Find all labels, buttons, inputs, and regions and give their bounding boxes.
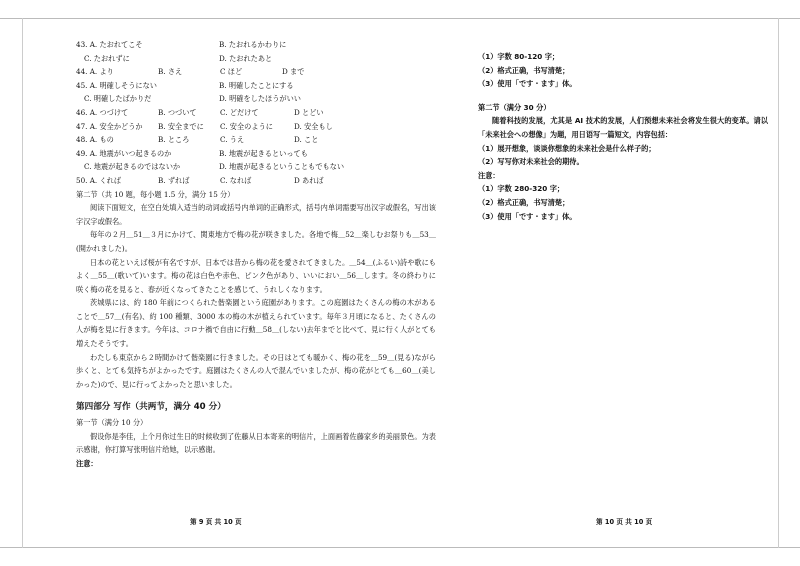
choice-row-44 [76,65,436,79]
choice-b: B. ところ [158,135,190,145]
passage-paragraph-2: 日本の花といえば桜が有名ですが、日本では昔から梅の花を愛されてきました。＿54＿(ふるい)詩や歌にもよく＿55＿(歌いて)います。梅の花は白色や赤色、ピンク色があり、いいにおい＿56＿します。冬の終わりに咲く梅の花を見ると、春が近くなってきたことを感じて、うれしくなります。 [76,257,436,294]
section2-prompt: 随着科技的发展，尤其是 AI 技术的发展，人们预想未来社会将发生很大的变革。请以「未来社会への想像」为题，用日语写一篇短文，内容包括： [478,116,768,139]
choice-row-49 [76,147,436,161]
choice-a: 43. A. たおれてこそ [76,40,143,49]
content-item-2: （2）写写你对未来社会的期待。 [478,157,584,167]
choice-b: B. 地震が起きるといっても [219,148,308,158]
part4-title: 第四部分 写作（共两节，满分 40 分） [76,402,226,413]
choice-d: D. 安全もし [294,121,333,131]
choice-d: D まで [282,67,305,77]
choice-row-50 [76,174,436,188]
choice-row-49b [76,160,436,174]
choice-d: D. 地震が起きるということもでもない [219,162,345,172]
notes-label: 注意： [478,170,500,180]
choice-row-45b [76,92,436,106]
choice-b: B. たおれるかわりに [219,40,287,49]
right-margin-line [778,18,779,548]
sheet-top-edge [0,18,800,19]
choice-row-43 [76,38,436,52]
note-item-2: （2）格式正确，书写清楚； [478,197,570,207]
choice-a: 49. A. 地震がいつ起きるのか [76,148,172,158]
passage-paragraph-4: わたしも東京から２時間かけて偕楽園に行きました。その日はとても暖かく、梅の花を＿59＿(見る)ながら歩くと、とても気持ちがよかったです。庭園はたくさんの人で混んでいましたが、梅の花がとても＿60＿(美しかった)ので、見に行ってよかったと思いました。 [76,352,436,389]
note-item-3: （3）使用「です・ます」体。 [478,79,577,89]
note-item-1: （1）字数 280-320 字； [478,184,565,194]
choice-c: C. たおれずに [84,53,130,63]
choice-row-45 [76,79,436,93]
choice-c: C. 安全のように [220,121,273,131]
sheet-bottom-edge [0,547,800,548]
part2-header: 第二节（共 10 题，每小题 1.5 分，满分 15 分） [76,189,235,199]
right-page [478,50,768,223]
choice-a: 48. A. もの [76,135,114,145]
choice-c: C. どだけて [220,107,259,117]
notes-label: 注意： [76,458,98,468]
choice-c: C ほど [220,67,243,77]
choice-row-46 [76,106,436,120]
passage-paragraph-3: 茨城県には、約 180 年前につくられた偕楽園という庭園があります。この庭園はたくさんの梅の木があることで＿57＿(有名)、約 100 種類、3000 本の梅の木が植えられています。毎年３月頃になると、たくさんの人が梅を見に行きます。今年は、コロナ禍で自由に行動＿58＿(しない)去年までと比べて、見に行く人がとても増えたそうです。 [76,298,436,349]
choice-b: B. 安全までに [158,121,204,131]
choice-d: D. 明確をしたほうがいい [219,94,301,104]
note-item-2: （2）格式正确，书写清楚； [478,65,570,75]
choice-c: C. 明確したばかりだ [84,94,152,104]
choice-b: B. さえ [158,67,183,77]
choice-row-43b [76,52,436,66]
choice-c: C. うえ [220,135,245,145]
choice-c: C. 地震が起きるのではないか [84,162,181,172]
choice-a: 44. A. より [76,67,114,77]
page-number-right: 第 10 页 共 10 页 [596,518,653,526]
left-page [76,38,436,470]
choice-list [76,38,436,188]
note-item-1: （1）字数 80-120 字； [478,52,560,61]
choice-b: B. ずれば [158,175,190,185]
note-item-3: （3）使用「です・ます」体。 [478,211,577,221]
page-number-left: 第 9 页 共 10 页 [190,518,242,526]
section1-header: 第一节（满分 10 分） [76,418,148,428]
choice-c: C. なれば [220,175,252,185]
choice-row-48 [76,133,436,147]
choice-d: D. たおれたあと [219,53,273,63]
choice-a: 50. A. くれば [76,175,122,185]
section1-prompt: 假设你是李佳，上个月你过生日的时候收到了佐藤从日本寄来的明信片，上面画着佐藤家乡的美丽景色。为表示感谢，你打算写张明信片给她，以示感谢。 [76,431,436,455]
choice-a: 45. A. 明確しそうにない [76,80,157,90]
choice-a: 47. A. 安全かどうか [76,121,143,131]
choice-d: D とどい [294,107,324,117]
section2-header: 第二节（满分 30 分） [478,102,551,112]
choice-b: B. つづいて [158,107,197,117]
choice-d: D. こと [294,135,319,145]
content-item-1: （1）展开想象，谈谈你想象的未来社会是什么样子的； [478,143,656,153]
choice-d: D あれば [294,175,324,185]
passage-paragraph-1: 毎年の２月＿51＿３月にかけて、関東地方で梅の花が咲きました。各地で梅＿52＿楽しむお祭りも＿53＿(開かれました)。 [76,230,436,253]
choice-a: 46. A. つづけて [76,107,129,117]
choice-b: B. 明確したことにする [219,80,294,90]
choice-row-47 [76,120,436,134]
part2-instructions: 阅读下面短文，在空白处填入适当的动词或括号内单词的正确形式，括号内单词需要写出汉字或假名，写出该字汉字或假名。 [76,203,436,226]
left-margin-line [22,18,23,548]
